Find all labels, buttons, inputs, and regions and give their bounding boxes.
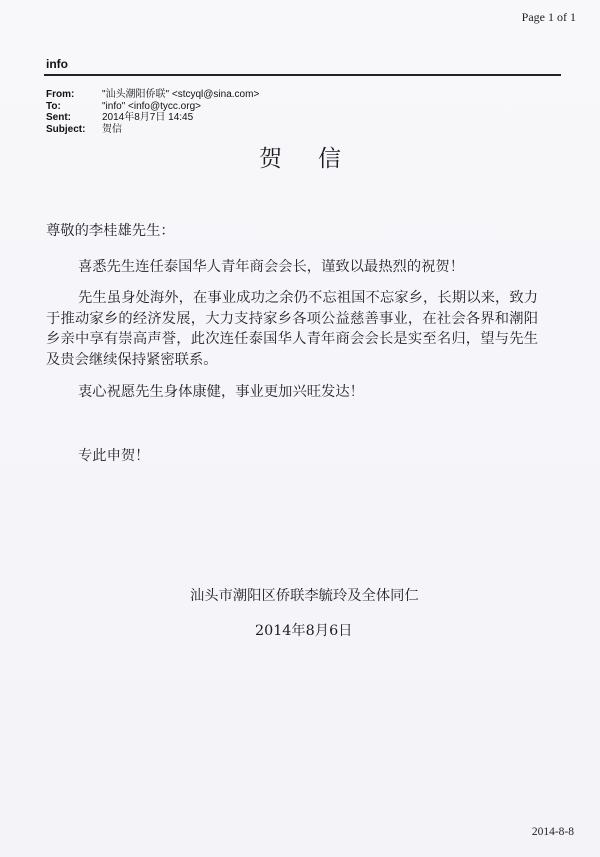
letter-date: 2014年8月6日 <box>255 623 353 639</box>
letter-paragraph-1: 喜悉先生连任泰国华人青年商会会长，谨致以最热烈的祝贺！ <box>78 259 465 275</box>
to-value: "info" <info@tycc.org> <box>102 100 201 112</box>
email-folder-name: info <box>46 57 68 71</box>
from-row <box>46 89 259 101</box>
letter-closing: 专此申贺！ <box>78 448 150 464</box>
letter-title: 贺信 <box>259 146 377 172</box>
from-label: From: <box>46 89 75 100</box>
subject-label: Subject: <box>46 123 86 135</box>
page-number: Page 1 of 1 <box>521 10 576 24</box>
letter-signature: 汕头市潮阳区侨联李毓玲及全体同仁 <box>190 588 419 604</box>
footer-date: 2014-8-8 <box>531 826 574 838</box>
sent-value: 2014年8月7日 14:45 <box>102 112 194 123</box>
email-headers <box>46 89 259 135</box>
letter-paragraph-3: 衷心祝愿先生身体康健，事业更加兴旺发达！ <box>78 384 364 400</box>
subject-value: 贺信 <box>102 123 122 135</box>
sent-row <box>46 112 259 124</box>
letter-paragraph-2: 先生虽身处海外，在事业成功之余仍不忘祖国不忘家乡，长期以来，致力于推动家乡的经济发展，大力支持家乡各项公益慈善事业，在社会各界和潮阳乡亲中享有崇高声誉，此次连任泰国华人青年商会会长是实至名归，望与先生及贵会继续保持紧密联系。 <box>46 290 538 368</box>
subject-row <box>46 124 259 136</box>
sent-label: Sent: <box>46 112 71 123</box>
letter-salutation: 尊敬的李桂雄先生： <box>46 223 175 239</box>
to-row <box>46 101 259 113</box>
from-value: "汕头潮阳侨联" <stcyql@sina.com> <box>102 89 260 100</box>
header-divider <box>44 74 561 76</box>
to-label: To: <box>46 100 61 112</box>
